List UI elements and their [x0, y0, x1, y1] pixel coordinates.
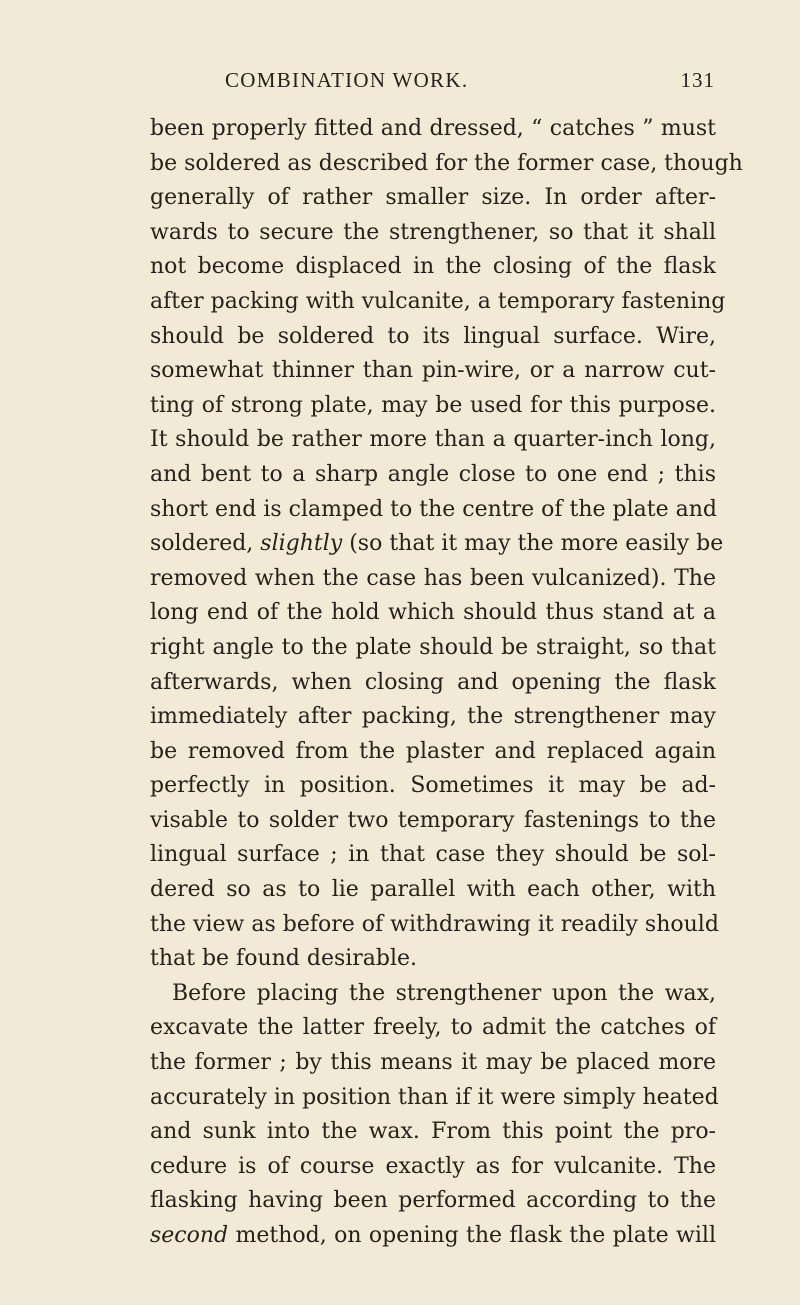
text-line: afterwards, when closing and opening the flask: [150, 669, 716, 695]
text-line: be soldered as described for the former case, though: [150, 150, 743, 176]
text-line: dered so as to lie parallel with each other, with: [150, 877, 716, 903]
text-line: the view as before of withdrawing it readily should: [150, 911, 719, 937]
text-line: and sunk into the wax. From this point the pro-: [150, 1119, 716, 1145]
text-segment: (so that it may the more easily be: [349, 531, 724, 557]
text-line: wards to secure the strengthener, so that it shall: [150, 219, 716, 245]
running-head: [150, 68, 715, 98]
text-line: the former ; by this means it may be placed more: [150, 1050, 716, 1076]
text-line: cedure is of course exactly as for vulcanite. The: [150, 1153, 716, 1179]
text-line: that be found desirable.: [150, 946, 418, 972]
body-text: [150, 112, 743, 1254]
text-line: flasking having been performed according to the: [150, 1188, 716, 1214]
chapter-title: COMBINATION WORK.: [225, 68, 469, 92]
text-line: should be soldered to its lingual surface. Wire,: [150, 323, 716, 349]
text-line: be removed from the plaster and replaced again: [150, 738, 716, 764]
text-line: short end is clamped to the centre of the plate and: [150, 496, 717, 522]
text-line: long end of the hold which should thus stand at a: [150, 600, 716, 626]
page-number: 131: [680, 68, 715, 92]
text-line: excavate the latter freely, to admit the catches of: [150, 1015, 716, 1041]
text-line: and bent to a sharp angle close to one end ; this: [150, 461, 716, 487]
text-line: removed when the case has been vulcanized). The: [150, 565, 716, 591]
text-line: immediately after packing, the strengthener may: [150, 704, 716, 730]
text-line: [150, 527, 724, 562]
text-segment: soldered,: [150, 531, 254, 557]
text-line: somewhat thinner than pin-wire, or a narrow cut-: [150, 358, 716, 384]
text-line: lingual surface ; in that case they should be sol-: [150, 842, 716, 868]
text-line: right angle to the plate should be straight, so that: [150, 634, 716, 660]
text-line: visable to solder two temporary fastenings to the: [150, 807, 716, 833]
text-line: generally of rather smaller size. In order after-: [150, 185, 716, 211]
text-line: Before placing the strengthener upon the wax,: [172, 980, 716, 1006]
italic-word: slightly: [260, 531, 343, 557]
text-line: after packing with vulcanite, a temporary fastening: [150, 288, 726, 314]
text-line: not become displaced in the closing of the flask: [150, 254, 716, 280]
text-segment: method, on opening the flask the plate will: [235, 1223, 717, 1248]
text-line: It should be rather more than a quarter-inch long,: [150, 427, 716, 453]
text-line: been properly fitted and dressed, “ catches ” must: [150, 116, 716, 141]
text-line: perfectly in position. Sometimes it may be ad-: [150, 773, 716, 799]
text-line: ting of strong plate, may be used for this purpose.: [150, 392, 716, 418]
text-line: accurately in position than if it were simply heated: [150, 1084, 719, 1110]
text-line: [150, 1219, 716, 1254]
italic-word: second: [150, 1223, 229, 1248]
